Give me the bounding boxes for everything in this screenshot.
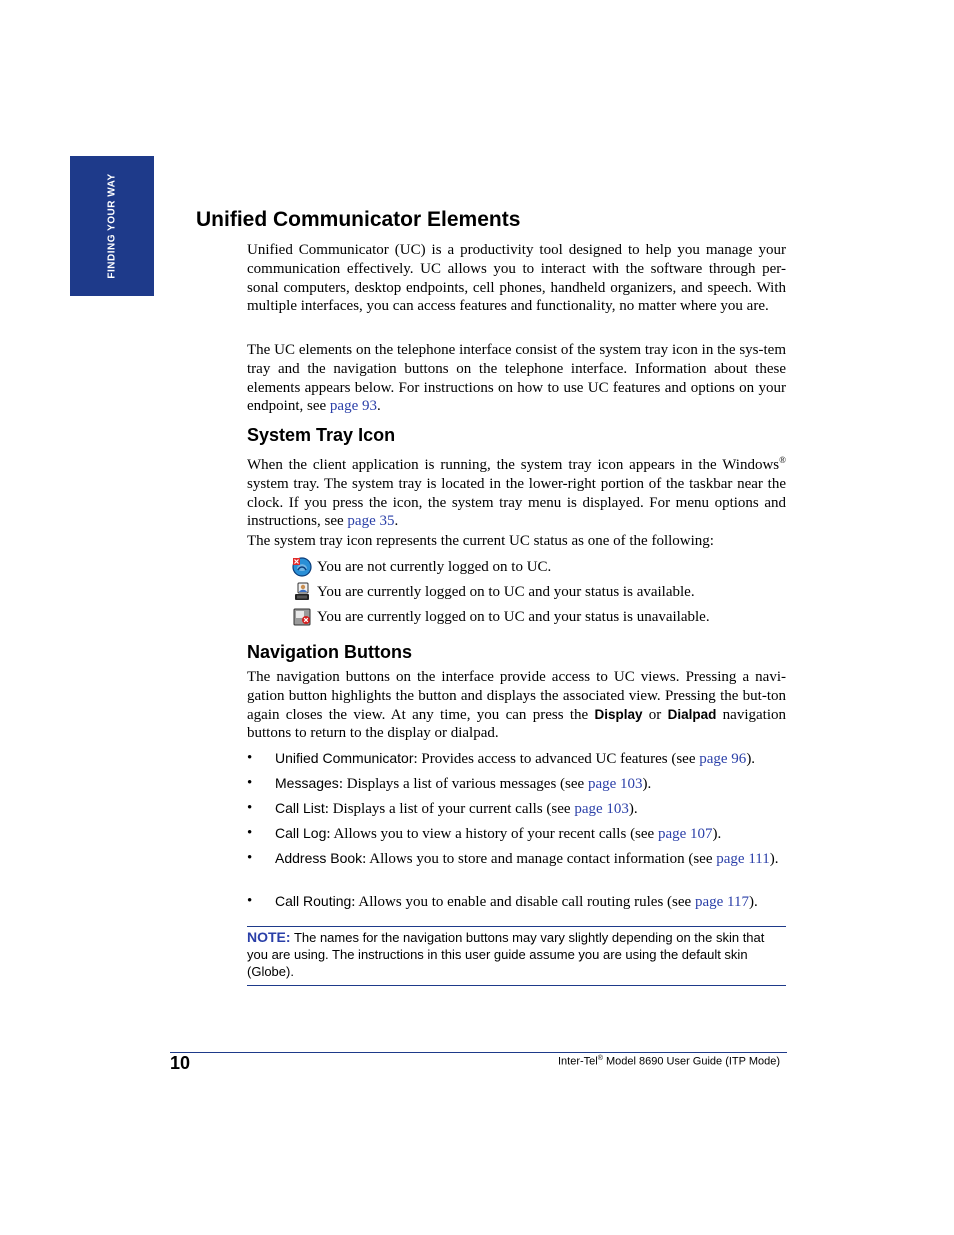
status-intro-paragraph: The system tray icon represents the current UC status as one of the following: bbox=[247, 533, 714, 549]
system-tray-heading: System Tray Icon bbox=[247, 425, 396, 445]
note-bottom-divider bbox=[247, 985, 786, 986]
page-number: 10 bbox=[170, 1053, 191, 1073]
system-tray-paragraph: When the client application is running, the system tray icon appears in the Windows® system tray. The system tray is located in the lower-right portion of the taskbar near the clock. If you press the icon, the system tray menu is displayed. For menu options and instructions, see page 35. bbox=[247, 455, 786, 530]
dialpad-key-label: Dialpad bbox=[667, 706, 717, 722]
page-103-link[interactable]: page 103 bbox=[587, 776, 643, 792]
section-title: Unified Communicator Elements bbox=[196, 208, 521, 231]
page-93-link[interactable]: page 93 bbox=[329, 398, 377, 415]
chapter-tab-label: FINDING YOUR WAY bbox=[106, 173, 118, 279]
chapter-side-tab bbox=[70, 156, 154, 296]
status-text: You are currently logged on to UC and your status is available. bbox=[317, 584, 695, 600]
note-box bbox=[247, 929, 786, 980]
intro-paragraph-2: The UC elements on the telephone interface consist of the system tray icon in the sys-tem tray and the navigation buttons on the telephone interface. Information about these elements appears below. For instructions on how to use UC features and options on your endpoint, see page 93. bbox=[247, 342, 786, 415]
footer-title: Inter-Tel® Model 8690 User Guide (ITP Mode) bbox=[558, 1055, 781, 1068]
note-label: NOTE: bbox=[247, 929, 291, 945]
note-text: The names for the navigation buttons may vary slightly depending on the skin that you are using. The instructions in this user guide assume you are using the default skin (Globe). bbox=[247, 930, 765, 979]
page-35-link[interactable]: page 35 bbox=[347, 513, 395, 530]
status-text: You are not currently logged on to UC. bbox=[317, 559, 552, 575]
uc-unavailable-icon bbox=[292, 607, 312, 627]
uc-not-logged-on-icon bbox=[292, 557, 312, 577]
page-96-link[interactable]: page 96 bbox=[699, 751, 747, 767]
display-key-label: Display bbox=[594, 706, 643, 722]
page-107-link[interactable]: page 107 bbox=[657, 826, 713, 842]
footer-divider bbox=[170, 1052, 787, 1053]
page-111-link[interactable]: page 111 bbox=[716, 851, 770, 867]
uc-available-icon bbox=[292, 582, 312, 602]
intro-paragraph-1: Unified Communicator (UC) is a productivity tool designed to help you manage your communication effectively. UC allows you to interact with the software through per-sonal computers, desktop endpoints, cell phones, handheld organizers, and speech. With multiple interfaces, you can access features and functionality, no matter where you are. bbox=[247, 242, 786, 315]
page-103-link[interactable]: page 103 bbox=[574, 801, 629, 817]
navigation-heading: Navigation Buttons bbox=[247, 642, 412, 662]
page-117-link[interactable]: page 117 bbox=[694, 894, 749, 910]
navigation-paragraph: The navigation buttons on the interface provide access to UC views. Pressing a navi-gation button highlights the button and displays the associated view. Pressing the but-ton again closes the view. At any time, you can press the Display or Dialpad navigation buttons to return to the display or dialpad. bbox=[247, 669, 786, 742]
status-text: You are currently logged on to UC and your status is unavailable. bbox=[317, 609, 710, 625]
note-top-divider bbox=[247, 926, 786, 927]
